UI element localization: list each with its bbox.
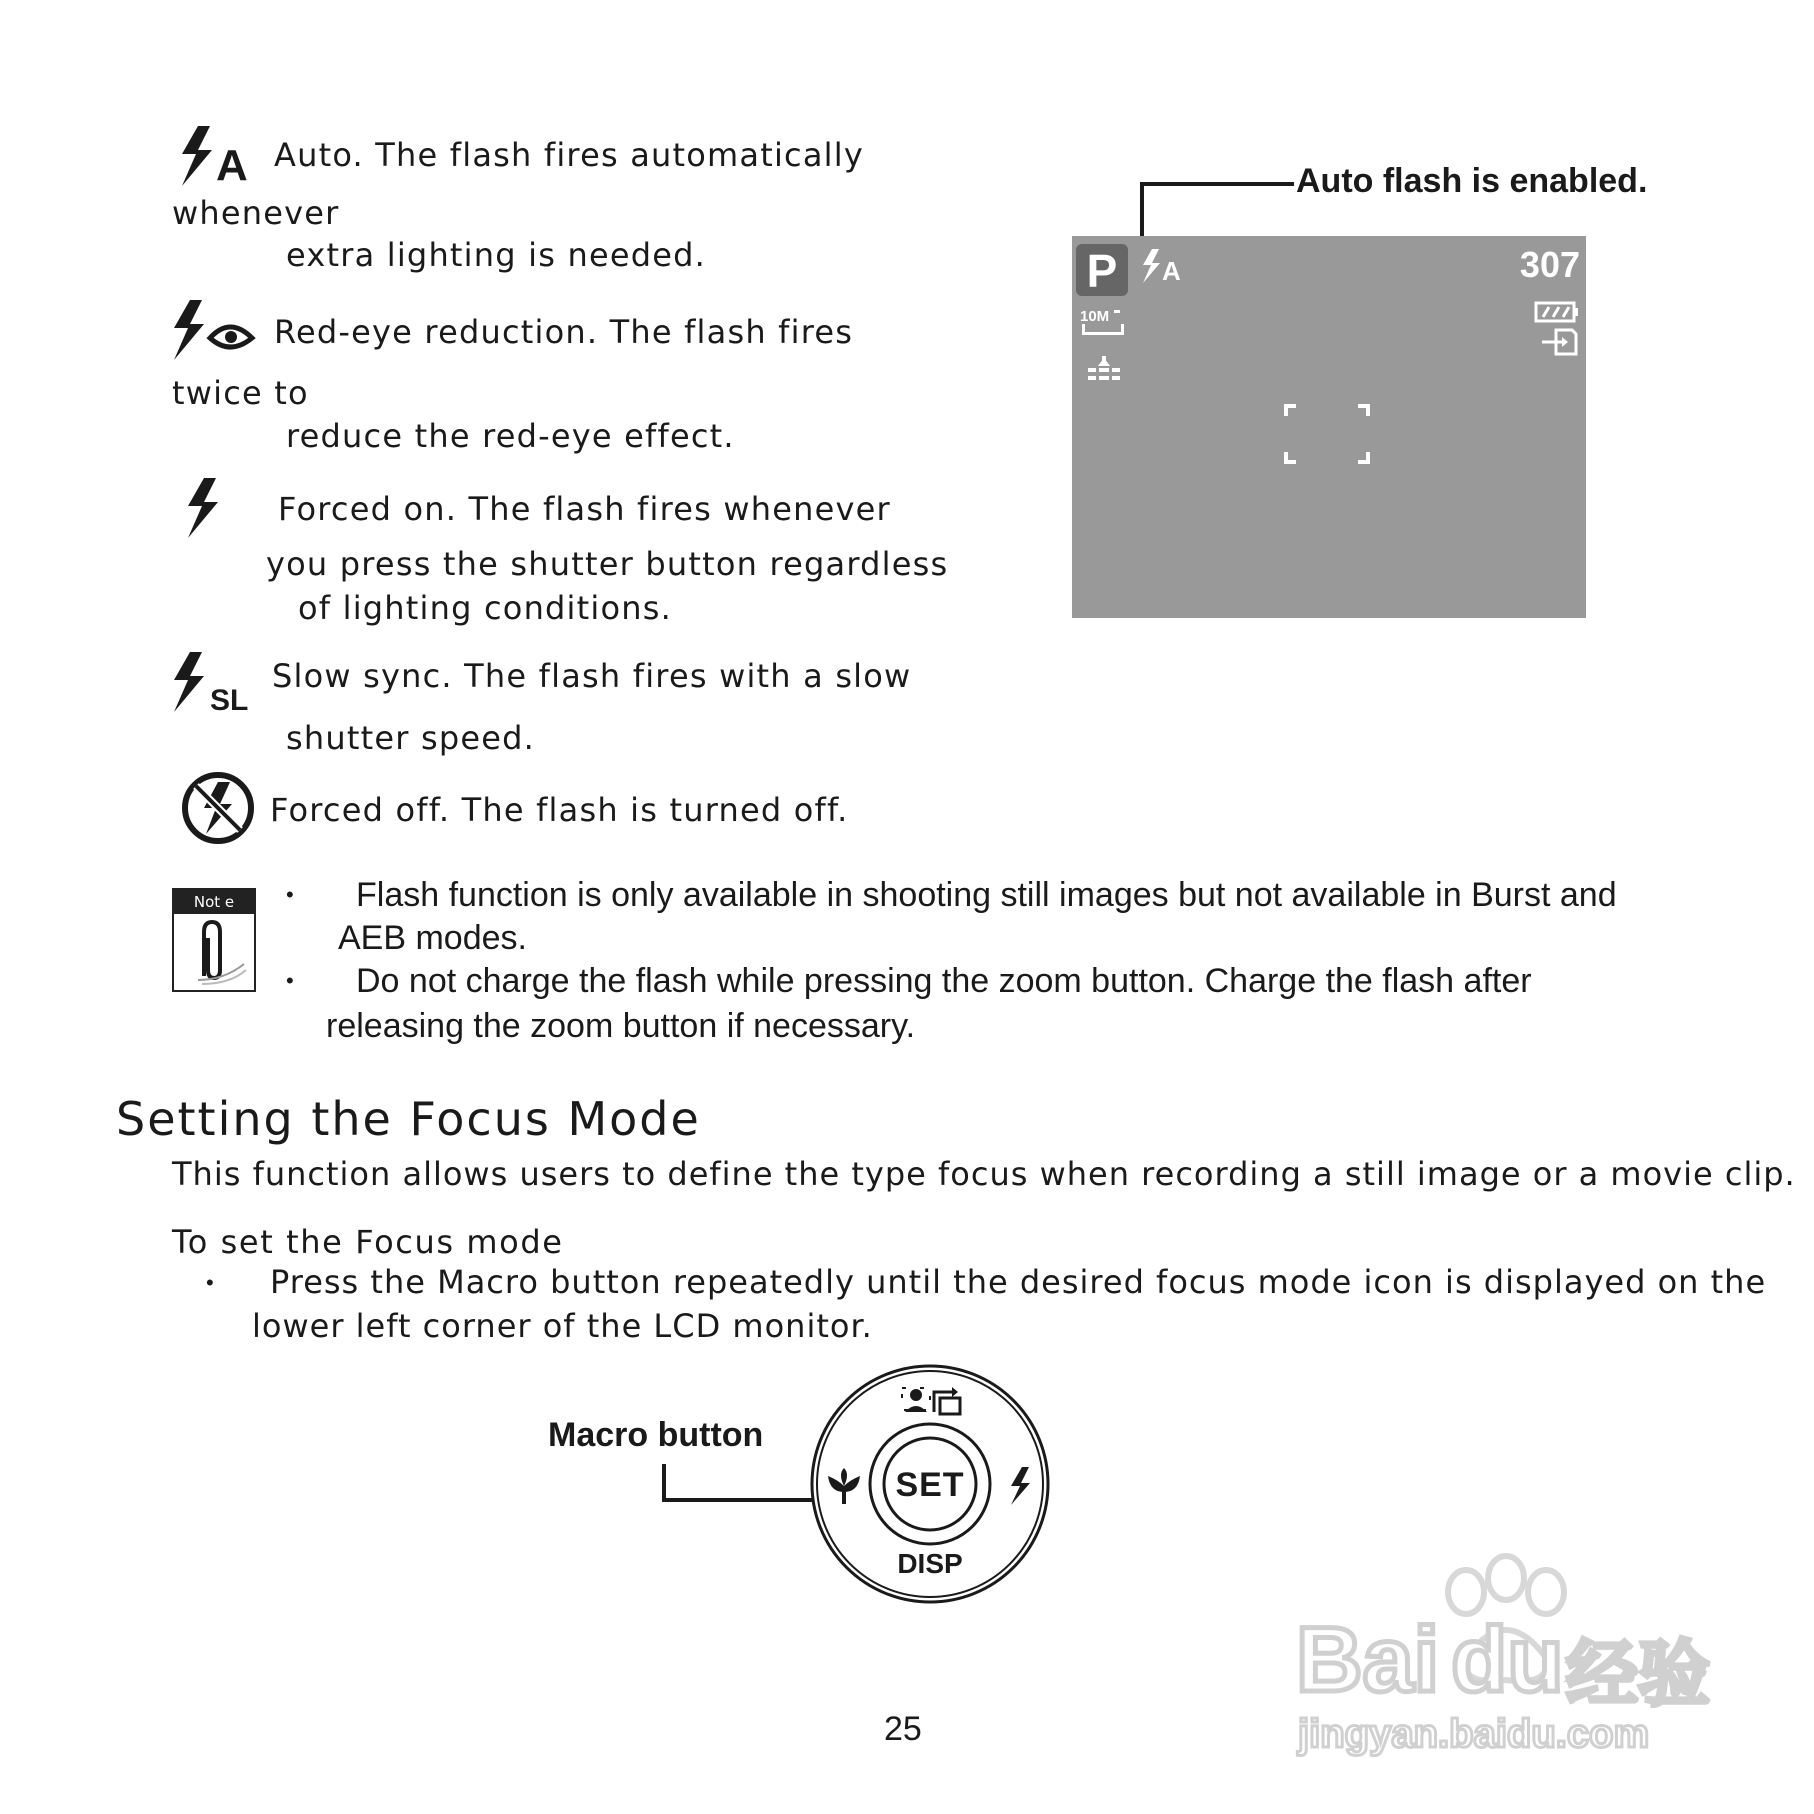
flash-forced-on-icon [182, 476, 226, 540]
flash-auto-title: Auto. [274, 136, 364, 174]
flash-off-title: Forced off. [270, 791, 451, 829]
note-label: Not e [174, 890, 254, 914]
flash-red-eye-line1 [274, 313, 854, 351]
flash-forced-on-desc: The flash fires whenever [457, 490, 891, 528]
lcd-resolution-icon [1080, 308, 1120, 334]
paperclip-icon [174, 914, 254, 988]
note-item-2-line2: releasing the zoom button if necessary. [326, 1007, 916, 1045]
page-number: 25 [884, 1710, 922, 1748]
disp-button[interactable]: DISP [897, 1548, 963, 1579]
flash-slow-sync-icon [170, 650, 260, 716]
flash-slow-sync-desc: The flash fires with a slow [452, 657, 912, 695]
flash-auto-line2: whenever [172, 194, 340, 232]
lcd-metering-icon [1084, 356, 1124, 384]
flash-off-icon [180, 770, 256, 846]
lcd-resolution-label: 10M [1080, 308, 1110, 325]
focus-step-line2: lower left corner of the LCD monitor. [252, 1307, 873, 1345]
macro-callout-label: Macro button [548, 1416, 764, 1454]
flash-forced-on-line3: of lighting conditions. [298, 589, 672, 627]
face-detect-icon[interactable] [900, 1384, 964, 1418]
flash-button-icon[interactable] [1008, 1466, 1034, 1506]
macro-icon[interactable] [824, 1466, 864, 1506]
focus-subheading: To set the Focus mode [172, 1223, 564, 1261]
note-bullet-2: • [286, 968, 294, 993]
set-button[interactable]: SET [895, 1466, 965, 1504]
control-dial [808, 1362, 1052, 1606]
lcd-callout-label: Auto flash is enabled. [1296, 162, 1648, 200]
note-bullet-1: • [286, 882, 294, 907]
lcd-flash-auto-letter: A [1162, 256, 1181, 284]
flash-off-line1 [270, 791, 849, 829]
flash-slow-sync-title: Slow sync. [272, 657, 453, 695]
baidu-watermark [1296, 1548, 1736, 1758]
flash-forced-on-line2: you press the shutter button regardless [266, 545, 949, 583]
flash-slow-sync-line2: shutter speed. [286, 719, 535, 757]
focus-bullet: • [206, 1270, 214, 1295]
flash-auto-letter: A [216, 141, 248, 188]
flash-auto-line1 [274, 136, 864, 174]
watermark-brand: Bai du [1296, 1609, 1564, 1711]
lcd-callout-line [1140, 182, 1294, 236]
lcd-flash-auto-icon [1140, 248, 1188, 284]
focus-description: This function allows users to define the type focus when recording a still image or a movie clip. [172, 1155, 1796, 1193]
note-icon [172, 888, 256, 992]
lcd-memory-card-icon [1540, 328, 1580, 356]
note-item-1-line2: AEB modes. [338, 919, 527, 957]
flash-auto-icon [176, 124, 258, 188]
watermark-url: jingyan.baidu.com [1298, 1712, 1650, 1756]
flash-forced-on-title: Forced on. [278, 490, 458, 528]
flash-red-eye-line2: twice to [172, 374, 309, 412]
flash-auto-line3: extra lighting is needed. [286, 236, 706, 274]
lcd-mode-badge: P [1076, 244, 1128, 296]
flash-red-eye-title: Red-eye reduction. [274, 313, 599, 351]
focus-heading: Setting the Focus Mode [116, 1092, 701, 1146]
lcd-screen [1072, 236, 1586, 618]
focus-step-line1: Press the Macro button repeatedly until the desired focus mode icon is displayed on the [270, 1263, 1767, 1301]
flash-off-desc: The flash is turned off. [450, 791, 849, 829]
note-item-2-line1: Do not charge the flash while pressing the zoom button. Charge the flash after [356, 962, 1532, 1000]
flash-forced-on-line1 [278, 490, 891, 528]
flash-slow-sync-line1 [272, 657, 912, 695]
flash-slow-sync-icon-text: SL [210, 684, 249, 716]
note-item-1-line1: Flash function is only available in shooting still images but not available in Burst and [356, 876, 1617, 914]
lcd-shots-remaining: 307 [1519, 244, 1580, 285]
watermark-cn: 经验 [1566, 1635, 1711, 1715]
macro-callout-line [662, 1464, 816, 1502]
lcd-battery-icon [1534, 300, 1580, 324]
flash-red-eye-icon [170, 298, 256, 362]
flash-red-eye-desc: The flash fires [598, 313, 854, 351]
flash-auto-desc: The flash fires automatically [363, 136, 864, 174]
lcd-focus-frame [1284, 404, 1370, 464]
flash-red-eye-line3: reduce the red-eye effect. [286, 417, 735, 455]
